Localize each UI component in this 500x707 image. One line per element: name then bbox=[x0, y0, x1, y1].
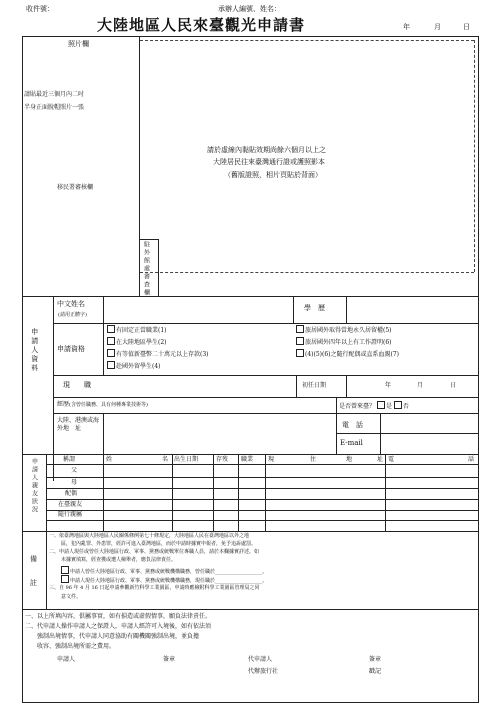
relatives-header-birth: 出生日期 bbox=[174, 456, 199, 463]
photo-instruction-2: 半身正面脫帽照片一張 bbox=[24, 104, 85, 111]
notes-label-2: 註 bbox=[30, 579, 37, 587]
checkbox-3[interactable] bbox=[107, 349, 115, 357]
footer-1: 一、以上所填內容，俱屬事實，如有損造或虛假情事，願負法律責任。 bbox=[25, 613, 212, 620]
occupation-field[interactable] bbox=[105, 377, 295, 395]
relative-row-father: 父 bbox=[71, 467, 78, 474]
relatives-header-addr4: 址 bbox=[377, 456, 384, 463]
first-date-month: 月 bbox=[417, 382, 424, 389]
relatives-header-given: 名 bbox=[162, 456, 169, 463]
address-label: 大陸、港澳或海外地 址 bbox=[57, 417, 100, 432]
receipt-number-label: 收件號： bbox=[26, 5, 54, 13]
note-2d: 申請人現任大陸地區行政、軍事、黨務或統戰機構職務，現任職於___________________。 bbox=[61, 575, 268, 584]
header-month: 月 bbox=[434, 23, 441, 31]
relatives-header-addr3: 地 bbox=[346, 456, 353, 463]
relatives-header-job: 職業 bbox=[241, 456, 254, 463]
first-date-year: 年 bbox=[385, 382, 392, 389]
relative-row-mother: 母 bbox=[71, 479, 78, 486]
checkbox-5[interactable] bbox=[296, 325, 304, 333]
attach-instruction-2: 大陸居民往來臺灣通行證或護照影本 bbox=[213, 158, 325, 166]
relative-row-taiwan: 在臺親友 bbox=[58, 501, 83, 508]
agency-label: 承辦人編號、姓名： bbox=[218, 5, 281, 13]
checkbox-1[interactable] bbox=[107, 325, 115, 333]
checkbox-4[interactable] bbox=[107, 361, 115, 369]
footer-2c: 收容、強制出境所需之費用。 bbox=[37, 643, 116, 650]
qualification-label: 申請資格 bbox=[57, 345, 85, 353]
visited-yes-checkbox[interactable] bbox=[377, 401, 385, 409]
relatives-header-tel2: 話 bbox=[468, 456, 475, 463]
applicant-section-label: 申請人資料 bbox=[30, 328, 39, 373]
signature-seal-1: 簽章 bbox=[163, 656, 176, 663]
immigration-review-label: 移民署審核欄 bbox=[57, 184, 94, 191]
note-2: 二、申請人現任或曾任大陸地區行政、軍事、黨務或統戰單位專職人員，請於本欄據實詳述。如 bbox=[49, 549, 260, 555]
photo-instruction-1: 請貼最近三個月內二吋 bbox=[24, 91, 85, 98]
signature-seal-2: 簽章 bbox=[369, 656, 382, 663]
education-field[interactable] bbox=[348, 298, 474, 320]
checkbox-6[interactable] bbox=[296, 337, 304, 345]
footer-2: 二、代申請人操作申請人之保證人，申請人經許可入境後，如有依法須 bbox=[25, 623, 212, 630]
qualification-option-5[interactable]: 旅居國外取得當地永久居留權(5) bbox=[296, 325, 392, 335]
header-year: 年 bbox=[403, 23, 410, 31]
attach-instruction-3: （舊版證照，相片頁貼於背面） bbox=[224, 171, 322, 179]
checkbox-2[interactable] bbox=[107, 337, 115, 345]
relatives-header-title: 稱謂 bbox=[63, 456, 76, 463]
visited-no-checkbox[interactable] bbox=[394, 401, 402, 409]
overseas-review-label: 駐外館處審查欄 bbox=[142, 241, 150, 297]
form-frame bbox=[22, 36, 479, 703]
note-3: 三、自 96 年 4 月 16 日起申請參觀新竹科學工業園區，申請時應檢附科學工業園區管理局之同 bbox=[49, 585, 260, 591]
qualification-option-3[interactable]: 有等值新臺幣二十萬元以上存款(3) bbox=[107, 349, 209, 359]
note-2b: 未據實填寫，經查獲或遭人檢舉者，應負法律責任。 bbox=[61, 557, 177, 563]
footer-2b: 強制出境情事，代申請人同意協助有關機關強制出境，並負擔 bbox=[37, 633, 200, 640]
first-date-label: 初任日期 bbox=[302, 382, 327, 389]
education-label: 學 歷 bbox=[304, 304, 325, 312]
signature-applicant-label: 申請人 bbox=[57, 656, 76, 663]
page-title: 大陸地區人民來臺觀光申請書 bbox=[97, 16, 306, 34]
qualification-option-2[interactable]: 在大陸地區學生(2) bbox=[107, 337, 167, 347]
header-day: 日 bbox=[463, 23, 470, 31]
notes-label-1: 備 bbox=[30, 555, 37, 563]
qualification-option-6[interactable]: 旅居國外四年以上有工作證明(6) bbox=[296, 337, 392, 347]
relative-row-spouse: 配偶 bbox=[65, 490, 78, 497]
visited-question: 是否曾來臺？ 是 否 bbox=[339, 403, 409, 410]
current-post-checkbox[interactable] bbox=[61, 575, 69, 583]
note-1: 一、依臺灣地區與大陸地區人民關係條例第七十條規定，大陸地區人民在臺灣地區以外之地 bbox=[49, 533, 250, 539]
relatives-header-tel1: 電 bbox=[388, 456, 395, 463]
agency-label-footer: 代辦旅行社 bbox=[248, 668, 279, 675]
note-3b: 意文件。 bbox=[61, 594, 82, 600]
relatives-header-status: 存歿 bbox=[216, 456, 229, 463]
stamp-label: 戳記 bbox=[369, 668, 382, 675]
qualification-option-1[interactable]: 有固定正當職業(1) bbox=[107, 325, 167, 335]
first-date-day: 日 bbox=[450, 382, 457, 389]
relatives-header-addr1: 現 bbox=[268, 456, 275, 463]
name-label: 中文姓名 bbox=[57, 300, 85, 308]
signature-proxy-label: 代申請人 bbox=[248, 656, 273, 663]
qualification-option-4[interactable]: 赴國外留學生(4) bbox=[107, 361, 161, 371]
phone-label: 電 話 bbox=[342, 421, 363, 429]
email-label: E-mail bbox=[340, 439, 363, 447]
experience-label: 經歷(含曾任職務、具有何種專業技術等) bbox=[57, 401, 148, 408]
qualification-option-7[interactable]: (4)(5)(6)之隨行配偶或直系血親(7) bbox=[296, 349, 399, 359]
checkbox-7[interactable] bbox=[296, 349, 304, 357]
relative-row-accompany: 隨行親屬 bbox=[58, 511, 83, 518]
note-1b: 區，犯內亂罪、外患罪，經許可進入臺灣地區，而於申請時據實申報者，免予追訴處罰。 bbox=[61, 541, 257, 547]
attach-instruction-1: 請於虛線內黏貼效期尚餘六個月以上之 bbox=[207, 146, 326, 154]
photo-heading: 照片欄 bbox=[68, 40, 89, 48]
relatives-section-label: 申請人親友狀況 bbox=[30, 458, 38, 514]
relatives-header-surname: 姓 bbox=[106, 456, 113, 463]
former-post-checkbox[interactable] bbox=[61, 566, 69, 574]
address-field[interactable] bbox=[105, 415, 333, 452]
name-note: (請用正體字) bbox=[58, 312, 87, 318]
relatives-header-addr2: 住 bbox=[310, 456, 317, 463]
occupation-label: 現 職 bbox=[63, 381, 91, 389]
note-2c: 申請人曾任大陸地區行政、軍事、黨務或統戰機構職務，曾任職於___________________。 bbox=[61, 566, 268, 575]
name-field[interactable] bbox=[105, 298, 290, 320]
